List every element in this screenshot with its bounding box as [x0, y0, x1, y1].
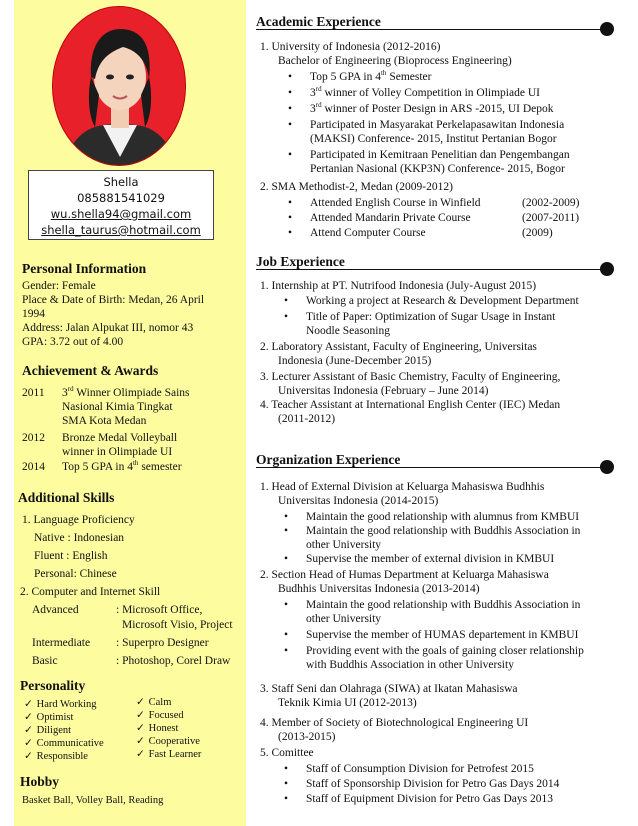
contact-card — [28, 170, 214, 240]
personality-list-right — [136, 696, 236, 761]
org-item: 1. Head of External Division at Keluarga Mahasiswa Budhhis Universitas Indonesia (2014-2015) — [260, 481, 545, 507]
trait: Cooperative — [148, 736, 200, 747]
skill-level-basic: Basic — [32, 655, 58, 667]
academic-item-sma: 2. SMA Methodist-2, Medan (2009-2012) — [260, 181, 453, 193]
trait: Optimist — [36, 712, 74, 723]
skill-advanced-value: : Microsoft Office, — [116, 604, 203, 616]
divider — [256, 29, 602, 30]
list-item — [24, 737, 124, 750]
gpa-text: GPA: 3.72 out of 4.00 — [22, 336, 124, 348]
check-icon: ✓ — [136, 736, 145, 747]
language-fluent: Fluent : English — [34, 550, 108, 562]
address-text: Address: Jalan Alpukat III, nomor 43 — [22, 322, 194, 334]
trait: Focused — [148, 710, 184, 721]
list-item: • 3rd winner of Poster Design in ARS -2015, UI Depok — [310, 102, 554, 116]
personal-info-block — [22, 279, 244, 349]
check-icon: ✓ — [136, 697, 145, 708]
job-item: 4. Teacher Assistant at International English Center (IEC) Medan (2011-2012) — [260, 399, 561, 425]
contact-email-gmail[interactable]: wu.shella94@gmail.com — [50, 207, 192, 221]
list-item: • Maintain the good relationship with alumnus from KMBUI — [306, 510, 579, 524]
job-item: 2. Laboratory Assistant, Faculty of Engineering, Universitas Indonesia (June-December 2015) — [260, 341, 537, 367]
organization-heading: Organization Experience — [256, 452, 401, 467]
check-icon: ✓ — [24, 699, 33, 710]
org-item: 4. Member of Society of Biotechnological Engineering UI (2013-2015) — [260, 717, 529, 743]
language-title: 1. Language Proficiency — [22, 514, 135, 526]
list-item — [136, 748, 236, 761]
check-icon: ✓ — [24, 751, 33, 762]
skills-heading: Additional Skills — [18, 490, 115, 505]
academic-heading: Academic Experience — [256, 14, 381, 29]
list-item: • Maintain the good relationship with Buddhis Association in other University — [306, 524, 580, 552]
skill-intermediate-value: : Superpro Designer — [116, 637, 209, 649]
achievement-year: 2014 — [22, 461, 45, 473]
list-item — [24, 750, 124, 763]
check-icon: ✓ — [24, 738, 33, 749]
job-section-header — [256, 254, 614, 272]
trait: Diligent — [36, 725, 72, 736]
list-item — [136, 696, 236, 709]
birth-text-line2: 1994 — [22, 308, 45, 320]
job-item: 1. Internship at PT. Nutrifood Indonesia (July-August 2015) — [260, 280, 537, 292]
course-year: (2007-2011) — [522, 212, 580, 224]
contact-email-hotmail[interactable]: shella_taurus@hotmail.com — [41, 223, 201, 237]
course-year: (2009) — [522, 227, 553, 239]
divider — [256, 467, 602, 468]
list-item: • Participated in Kemitraan Penelitian dan Pengembangan Pertanian Nasional (KKP3N) Conference- 2015, Bogor — [310, 148, 570, 176]
achievements-heading: Achievement & Awards — [22, 363, 159, 378]
check-icon: ✓ — [136, 723, 145, 734]
list-item: • Staff of Sponsorship Division for Petro Gas Days 2014 — [306, 777, 559, 791]
gender-text: Gender: Female — [22, 280, 96, 292]
personal-info-heading: Personal Information — [22, 261, 147, 276]
trait: Honest — [148, 723, 179, 734]
birth-text-line1: Place & Date of Birth: Medan, 26 April — [22, 294, 205, 306]
list-item: • Attended English Course in Winfield — [310, 196, 481, 210]
list-item — [136, 722, 236, 735]
superscript: th — [132, 459, 139, 468]
divider — [256, 269, 602, 270]
list-item — [24, 724, 124, 737]
list-item: • Providing event with the goals of gaining closer relationship with Buddhis Association in other University — [306, 644, 584, 672]
language-personal: Personal: Chinese — [34, 568, 117, 580]
bullet-dot-icon — [600, 262, 614, 276]
org-item: 2. Section Head of Humas Department at Keluarga Mahasiswa Budhhis Universitas Indonesia (2013-2014) — [260, 569, 549, 595]
achievement-year: 2011 — [22, 387, 45, 399]
personality-heading: Personality — [20, 678, 86, 693]
list-item: • Attend Computer Course — [310, 226, 426, 240]
check-icon: ✓ — [24, 712, 33, 723]
skill-level-intermediate: Intermediate — [32, 637, 91, 649]
skill-basic-value: : Photoshop, Corel Draw — [116, 655, 231, 667]
trait: Hard Working — [36, 699, 97, 710]
list-item: • Staff of Equipment Division for Petro Gas Days 2013 — [306, 792, 553, 806]
list-item — [136, 709, 236, 722]
job-item: 3. Lecturer Assistant of Basic Chemistry, Faculty of Engineering, Universitas Indonesia (February – June 2014) — [260, 371, 561, 397]
list-item: • Supervise the member of external division in KMBUI — [306, 552, 554, 566]
contact-name: Shella — [103, 175, 139, 189]
course-year: (2002-2009) — [522, 197, 580, 209]
achievement-text: SMA Kota Medan — [62, 415, 147, 427]
list-item: • Working a project at Research & Development Department — [306, 294, 579, 308]
hobby-heading: Hobby — [20, 774, 60, 789]
achievement-year: 2012 — [22, 432, 45, 444]
list-item: • Participated in Masyarakat Perkelapasawitan Indonesia (MAKSI) Conference- 2015, Institut Pertanian Bogor — [310, 118, 564, 146]
language-native: Native : Indonesian — [34, 532, 125, 544]
list-item — [136, 735, 236, 748]
hobby-text: Basket Ball, Volley Ball, Reading — [22, 795, 164, 806]
computer-skill-title: 2. Computer and Internet Skill — [20, 586, 161, 598]
contact-phone: 085881541029 — [77, 191, 165, 205]
bullet-dot-icon — [600, 22, 614, 36]
achievement-text: Bronze Medal Volleyball — [62, 432, 178, 444]
achievement-text: semester — [138, 461, 182, 473]
org-item: 5. Comittee — [260, 747, 314, 759]
achievement-text: 3 — [62, 387, 68, 399]
list-item: • Attended Mandarin Private Course — [310, 211, 471, 225]
list-item: • Maintain the good relationship with Buddhis Association in other University — [306, 598, 580, 626]
profile-photo — [52, 6, 186, 166]
job-heading: Job Experience — [256, 254, 345, 269]
academic-section-header — [256, 14, 614, 32]
academic-item-university: 1. University of Indonesia (2012-2016) — [260, 41, 441, 53]
check-icon: ✓ — [136, 749, 145, 760]
skill-advanced-value-cont: Microsoft Visio, Project — [122, 619, 233, 631]
check-icon: ✓ — [136, 710, 145, 721]
personality-list-left — [24, 698, 124, 763]
trait: Responsible — [36, 751, 88, 762]
skill-level-advanced: Advanced — [32, 604, 79, 616]
achievement-text: winner in Olimpiade UI — [62, 446, 173, 458]
trait: Communicative — [36, 738, 104, 749]
org-item: 3. Staff Seni dan Olahraga (SIWA) at Ikatan Mahasiswa Teknik Kimia UI (2012-2013) — [260, 683, 518, 709]
organization-section-header — [256, 452, 614, 470]
list-item: • Staff of Consumption Division for Petrofest 2015 — [306, 762, 534, 776]
list-item: • Title of Paper: Optimization of Sugar Usage in Instant Noodle Seasoning — [306, 310, 555, 338]
achievement-text: Top 5 GPA in 4 — [62, 461, 133, 473]
portrait-illustration — [53, 7, 186, 166]
list-item: • Supervise the member of HUMAS departement in KMBUI — [306, 628, 578, 642]
superscript: rd — [67, 385, 74, 394]
list-item: • Top 5 GPA in 4th Semester — [310, 70, 431, 84]
bullet-dot-icon — [600, 460, 614, 474]
achievement-text: Nasional Kimia Tingkat — [62, 401, 173, 413]
achievement-text: Winner Olimpiade Sains — [73, 387, 190, 399]
academic-degree: Bachelor of Engineering (Bioprocess Engineering) — [278, 55, 512, 67]
list-item: • 3rd winner of Volley Competition in Olimpiade UI — [310, 86, 540, 100]
trait: Calm — [148, 697, 172, 708]
list-item — [24, 711, 124, 724]
check-icon: ✓ — [24, 725, 33, 736]
list-item — [24, 698, 124, 711]
trait: Fast Learner — [148, 749, 202, 760]
